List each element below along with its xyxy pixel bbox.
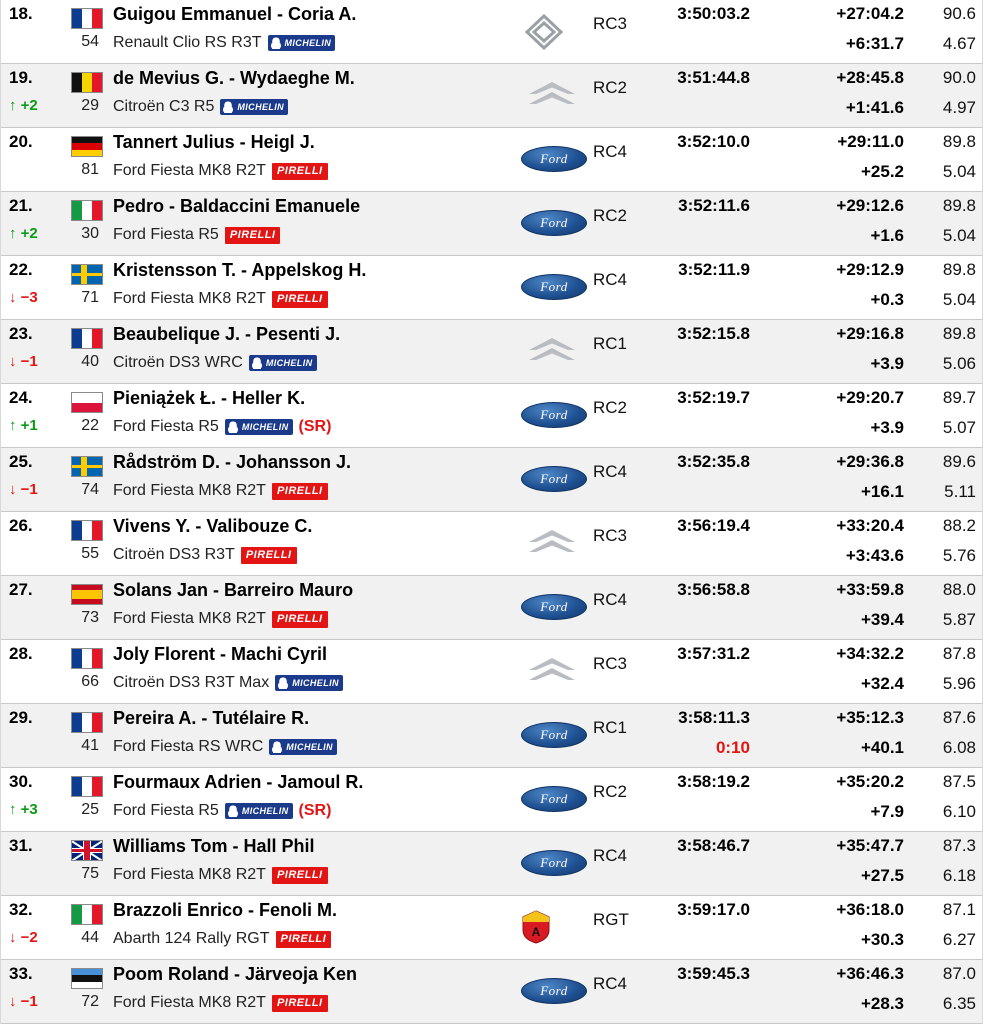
gap-to-previous: +16.1 <box>860 482 904 501</box>
manufacturer-logo <box>521 462 587 498</box>
car-model-line <box>113 738 337 756</box>
car-number: 74 <box>81 481 99 498</box>
position-change-value: +1 <box>20 417 38 434</box>
renault-logo <box>521 14 567 50</box>
gap-to-leader: +36:18.0 <box>836 900 904 919</box>
class-label: RC3 <box>593 526 628 545</box>
arrow-down-icon: ↓ <box>9 993 17 1010</box>
car-number: 41 <box>81 737 99 754</box>
average-speed: 87.8 <box>942 644 976 663</box>
average-pace: 5.96 <box>942 674 976 693</box>
pirelli-tyre-badge: PIRELLI <box>272 995 328 1012</box>
country-flag-icon <box>71 840 103 861</box>
gap-to-leader: +29:11.0 <box>837 132 904 151</box>
ford-logo: Ford <box>521 722 587 748</box>
arrow-down-icon: ↓ <box>9 929 17 946</box>
pirelli-tyre-badge: PIRELLI <box>241 547 297 564</box>
car-model-line <box>113 354 317 372</box>
average-pace: 6.18 <box>942 866 976 885</box>
position: 19. <box>9 68 33 87</box>
position-change-value: −1 <box>20 481 38 498</box>
table-row[interactable] <box>1 768 982 832</box>
gap-to-previous: +39.4 <box>860 610 904 629</box>
total-time: 3:59:17.0 <box>677 900 750 919</box>
car-number: 29 <box>81 97 99 114</box>
ford-logo: Ford <box>521 786 587 812</box>
car-number: 72 <box>81 993 99 1010</box>
car-model-line <box>113 290 328 308</box>
car-model: Citroën DS3 R3T Max <box>113 674 270 691</box>
total-time: 3:52:11.6 <box>678 196 750 215</box>
class-label: RC3 <box>593 14 628 33</box>
country-flag-icon <box>71 712 103 733</box>
car-model-line <box>113 866 328 884</box>
average-pace: 4.67 <box>942 34 976 53</box>
average-pace: 5.76 <box>942 546 976 565</box>
average-speed: 87.5 <box>942 772 976 791</box>
car-number: 73 <box>81 609 99 626</box>
class-label: RC1 <box>593 334 628 353</box>
total-time: 3:56:19.4 <box>677 516 750 535</box>
penalty-time: 0:10 <box>715 738 750 757</box>
position-change-value: −3 <box>20 289 38 306</box>
svg-text:A: A <box>531 925 541 939</box>
table-row[interactable] <box>1 448 982 512</box>
gap-to-previous: +3.9 <box>870 418 904 437</box>
country-flag-icon <box>71 904 103 925</box>
car-model: Ford Fiesta R5 <box>113 802 219 819</box>
average-pace: 5.04 <box>942 290 976 309</box>
crew-names[interactable]: Pereira A. - Tutélaire R. <box>113 708 310 728</box>
pirelli-tyre-badge: PIRELLI <box>276 931 332 948</box>
position-change-value: −1 <box>20 353 38 370</box>
gap-to-leader: +28:45.8 <box>836 68 904 87</box>
gap-to-leader: +34:32.2 <box>836 644 904 663</box>
crew-names[interactable]: Beaubelique J. - Pesenti J. <box>113 324 341 344</box>
car-model: Ford Fiesta MK8 R2T <box>113 482 266 499</box>
total-time: 3:58:11.3 <box>678 708 750 727</box>
michelin-tyre-badge: MICHELIN <box>249 355 317 371</box>
gap-to-previous: +1.6 <box>870 226 904 245</box>
car-model-line <box>113 994 328 1012</box>
average-pace: 6.10 <box>942 802 976 821</box>
average-pace: 6.35 <box>942 994 976 1013</box>
average-speed: 90.0 <box>942 68 976 87</box>
position: 33. <box>9 964 33 983</box>
average-speed: 88.0 <box>942 580 976 599</box>
crew-names[interactable]: Brazzoli Enrico - Fenoli M. <box>113 900 338 920</box>
average-speed: 89.8 <box>942 196 976 215</box>
gap-to-previous: +28.3 <box>860 994 904 1013</box>
car-number: 22 <box>81 417 99 434</box>
gap-to-previous: +7.9 <box>870 802 904 821</box>
average-pace: 6.08 <box>942 738 976 757</box>
manufacturer-logo <box>521 782 587 818</box>
average-pace: 5.11 <box>944 482 976 501</box>
gap-to-previous: +32.4 <box>860 674 904 693</box>
country-flag-icon <box>71 776 103 797</box>
position: 30. <box>9 772 33 791</box>
total-time: 3:58:19.2 <box>677 772 750 791</box>
car-model-line <box>113 98 288 116</box>
manufacturer-logo <box>521 78 587 114</box>
car-model: Ford Fiesta MK8 R2T <box>113 162 266 179</box>
car-model: Citroën DS3 R3T <box>113 546 235 563</box>
citroen-logo <box>521 334 583 368</box>
country-flag-icon <box>71 72 103 93</box>
class-label: RC4 <box>593 590 628 609</box>
car-model-line <box>113 162 328 180</box>
car-model-line <box>113 674 343 692</box>
gap-to-leader: +29:12.6 <box>836 196 904 215</box>
crew-names[interactable]: Poom Roland - Järveoja Ken <box>113 964 358 984</box>
pirelli-tyre-badge: PIRELLI <box>272 163 328 180</box>
table-row[interactable] <box>1 704 982 768</box>
arrow-up-icon: ↑ <box>9 801 17 818</box>
citroen-logo <box>521 78 583 112</box>
country-flag-icon <box>71 584 103 605</box>
car-model: Ford Fiesta MK8 R2T <box>113 866 266 883</box>
gap-to-leader: +33:59.8 <box>836 580 904 599</box>
position: 24. <box>9 388 33 407</box>
total-time: 3:52:15.8 <box>677 324 750 343</box>
car-model-line <box>113 34 335 52</box>
car-number: 75 <box>81 865 99 882</box>
gap-to-leader: +35:12.3 <box>836 708 904 727</box>
ford-logo: Ford <box>521 466 587 492</box>
car-number: 71 <box>81 289 99 306</box>
manufacturer-logo <box>521 718 587 754</box>
michelin-tyre-badge: MICHELIN <box>269 739 337 755</box>
position-change-value: +2 <box>20 97 38 114</box>
class-label: RC3 <box>593 654 628 673</box>
gap-to-previous: +3.9 <box>870 354 904 373</box>
pirelli-tyre-badge: PIRELLI <box>272 611 328 628</box>
crew-names[interactable]: Pieniążek Ł. - Heller K. <box>113 388 306 408</box>
average-pace: 5.07 <box>942 418 976 437</box>
total-time: 3:52:19.7 <box>677 388 750 407</box>
arrow-up-icon: ↑ <box>9 417 17 434</box>
crew-names[interactable]: Pedro - Baldaccini Emanuele <box>113 196 361 216</box>
class-label: RC4 <box>593 846 628 865</box>
car-number: 40 <box>81 353 99 370</box>
ford-logo: Ford <box>521 978 587 1004</box>
manufacturer-logo <box>521 398 587 434</box>
country-flag-icon <box>71 456 103 477</box>
michelin-tyre-badge: MICHELIN <box>268 35 336 51</box>
car-number: 54 <box>81 33 99 50</box>
table-row[interactable] <box>1 320 982 384</box>
gap-to-previous: +25.2 <box>860 162 904 181</box>
pirelli-tyre-badge: PIRELLI <box>272 483 328 500</box>
crew-names[interactable]: Williams Tom - Hall Phil <box>113 836 315 856</box>
country-flag-icon <box>71 328 103 349</box>
gap-to-previous: +30.3 <box>860 930 904 949</box>
car-number: 44 <box>81 929 99 946</box>
average-speed: 87.3 <box>942 836 976 855</box>
ford-logo: Ford <box>521 146 587 172</box>
class-label: RGT <box>593 910 629 929</box>
position: 18. <box>9 4 33 23</box>
table-row[interactable] <box>1 512 982 576</box>
average-speed: 89.7 <box>942 388 976 407</box>
average-speed: 89.8 <box>942 132 976 151</box>
car-number: 81 <box>81 161 99 178</box>
michelin-tyre-badge: MICHELIN <box>225 803 293 819</box>
gap-to-leader: +29:20.7 <box>836 388 904 407</box>
country-flag-icon <box>71 136 103 157</box>
average-pace: 5.87 <box>942 610 976 629</box>
class-label: RC4 <box>593 974 628 993</box>
position-change-value: −2 <box>20 929 38 946</box>
manufacturer-logo <box>521 974 587 1010</box>
car-model: Citroën C3 R5 <box>113 98 215 115</box>
manufacturer-logo <box>521 14 587 50</box>
ford-logo: Ford <box>521 210 587 236</box>
car-model-line <box>113 482 328 500</box>
gap-to-leader: +35:47.7 <box>836 836 904 855</box>
position: 29. <box>9 708 33 727</box>
crew-names[interactable]: Vivens Y. - Valibouze C. <box>113 516 313 536</box>
manufacturer-logo <box>521 526 587 562</box>
car-model: Abarth 124 Rally RGT <box>113 930 270 947</box>
position: 28. <box>9 644 33 663</box>
table-row[interactable] <box>1 0 982 64</box>
car-model: Ford Fiesta R5 <box>113 226 219 243</box>
class-label: RC2 <box>593 782 628 801</box>
country-flag-icon <box>71 520 103 541</box>
total-time: 3:59:45.3 <box>677 964 750 983</box>
pirelli-tyre-badge: PIRELLI <box>272 867 328 884</box>
manufacturer-logo <box>521 910 587 946</box>
table-row[interactable] <box>1 384 982 448</box>
manufacturer-logo <box>521 334 587 370</box>
table-row[interactable] <box>1 64 982 128</box>
total-time: 3:56:58.8 <box>677 580 750 599</box>
car-number: 25 <box>81 801 99 818</box>
average-speed: 90.6 <box>942 4 976 23</box>
car-model: Ford Fiesta RS WRC <box>113 738 264 755</box>
citroen-logo <box>521 526 583 560</box>
position: 21. <box>9 196 33 215</box>
car-model-line <box>113 610 328 628</box>
car-model-line <box>113 546 297 564</box>
country-flag-icon <box>71 200 103 221</box>
gap-to-previous: +6:31.7 <box>845 34 904 53</box>
position: 25. <box>9 452 33 471</box>
manufacturer-logo <box>521 270 587 306</box>
crew-names[interactable]: Rådström D. - Johansson J. <box>113 452 352 472</box>
abarth-logo <box>521 910 551 944</box>
car-model: Ford Fiesta MK8 R2T <box>113 290 266 307</box>
sr-badge: (SR) <box>298 802 332 819</box>
position-change-value: −1 <box>20 993 38 1010</box>
country-flag-icon <box>71 8 103 29</box>
average-speed: 87.6 <box>942 708 976 727</box>
car-model: Ford Fiesta MK8 R2T <box>113 610 266 627</box>
arrow-down-icon: ↓ <box>9 289 17 306</box>
car-model: Renault Clio RS R3T <box>113 34 262 51</box>
gap-to-previous: +27.5 <box>860 866 904 885</box>
sr-badge: (SR) <box>298 418 332 435</box>
car-model: Ford Fiesta MK8 R2T <box>113 994 266 1011</box>
michelin-tyre-badge: MICHELIN <box>275 675 343 691</box>
michelin-tyre-badge: MICHELIN <box>225 419 293 435</box>
gap-to-leader: +35:20.2 <box>836 772 904 791</box>
average-pace: 5.04 <box>942 162 976 181</box>
average-speed: 89.8 <box>942 324 976 343</box>
total-time: 3:58:46.7 <box>677 836 750 855</box>
total-time: 3:52:10.0 <box>677 132 750 151</box>
country-flag-icon <box>71 648 103 669</box>
crew-names[interactable]: Solans Jan - Barreiro Mauro <box>113 580 354 600</box>
average-speed: 87.1 <box>942 900 976 919</box>
car-number: 55 <box>81 545 99 562</box>
pirelli-tyre-badge: PIRELLI <box>225 227 281 244</box>
table-row[interactable] <box>1 192 982 256</box>
country-flag-icon <box>71 392 103 413</box>
crew-names[interactable]: Guigou Emmanuel - Coria A. <box>113 4 357 24</box>
class-label: RC2 <box>593 206 628 225</box>
crew-names[interactable]: de Mevius G. - Wydaeghe M. <box>113 68 355 88</box>
country-flag-icon <box>71 264 103 285</box>
average-speed: 87.0 <box>942 964 976 983</box>
gap-to-leader: +29:12.9 <box>836 260 904 279</box>
position: 26. <box>9 516 33 535</box>
position: 22. <box>9 260 33 279</box>
manufacturer-logo <box>521 590 587 626</box>
position-change-value: +2 <box>20 225 38 242</box>
average-speed: 89.6 <box>942 452 976 471</box>
gap-to-previous: +3:43.6 <box>845 546 904 565</box>
table-row[interactable] <box>1 128 982 192</box>
table-row[interactable] <box>1 576 982 640</box>
manufacturer-logo <box>521 142 587 178</box>
average-speed: 88.2 <box>942 516 976 535</box>
manufacturer-logo <box>521 206 587 242</box>
position: 31. <box>9 836 33 855</box>
gap-to-previous: +40.1 <box>860 738 904 757</box>
arrow-up-icon: ↑ <box>9 225 17 242</box>
car-model: Citroën DS3 WRC <box>113 354 243 371</box>
table-row[interactable] <box>1 832 982 896</box>
average-pace: 4.97 <box>942 98 976 117</box>
gap-to-previous: +0.3 <box>870 290 904 309</box>
class-label: RC1 <box>593 718 628 737</box>
ford-logo: Ford <box>521 850 587 876</box>
gap-to-leader: +29:16.8 <box>836 324 904 343</box>
ford-logo: Ford <box>521 594 587 620</box>
average-pace: 5.04 <box>942 226 976 245</box>
average-pace: 5.06 <box>942 354 976 373</box>
total-time: 3:57:31.2 <box>677 644 750 663</box>
position-change-value: +3 <box>20 801 38 818</box>
gap-to-leader: +27:04.2 <box>836 4 904 23</box>
country-flag-icon <box>71 968 103 989</box>
average-speed: 89.8 <box>942 260 976 279</box>
car-number: 66 <box>81 673 99 690</box>
manufacturer-logo <box>521 846 587 882</box>
arrow-down-icon: ↓ <box>9 481 17 498</box>
crew-names[interactable]: Joly Florent - Machi Cyril <box>113 644 328 664</box>
car-model-line <box>113 802 331 820</box>
arrow-up-icon: ↑ <box>9 97 17 114</box>
total-time: 3:50:03.2 <box>677 4 750 23</box>
crew-names[interactable]: Fourmaux Adrien - Jamoul R. <box>113 772 364 792</box>
total-time: 3:51:44.8 <box>677 68 750 87</box>
table-row[interactable] <box>1 256 982 320</box>
manufacturer-logo <box>521 654 587 690</box>
position: 23. <box>9 324 33 343</box>
michelin-tyre-badge: MICHELIN <box>220 99 288 115</box>
arrow-down-icon: ↓ <box>9 353 17 370</box>
car-model-line <box>113 226 280 244</box>
crew-names[interactable]: Kristensson T. - Appelskog H. <box>113 260 367 280</box>
total-time: 3:52:11.9 <box>678 260 750 279</box>
pirelli-tyre-badge: PIRELLI <box>272 291 328 308</box>
gap-to-leader: +36:46.3 <box>836 964 904 983</box>
citroen-logo <box>521 654 583 688</box>
car-model: Ford Fiesta R5 <box>113 418 219 435</box>
crew-names[interactable]: Tannert Julius - Heigl J. <box>113 132 315 152</box>
class-label: RC2 <box>593 398 628 417</box>
gap-to-previous: +1:41.6 <box>845 98 904 117</box>
table-row[interactable] <box>1 960 982 1024</box>
class-label: RC2 <box>593 78 628 97</box>
table-row[interactable] <box>1 640 982 704</box>
gap-to-leader: +33:20.4 <box>836 516 904 535</box>
ford-logo: Ford <box>521 274 587 300</box>
position: 32. <box>9 900 33 919</box>
position: 27. <box>9 580 33 599</box>
class-label: RC4 <box>593 142 628 161</box>
table-row[interactable] <box>1 896 982 960</box>
average-pace: 6.27 <box>942 930 976 949</box>
ford-logo: Ford <box>521 402 587 428</box>
class-label: RC4 <box>593 462 628 481</box>
car-model-line <box>113 418 331 436</box>
total-time: 3:52:35.8 <box>677 452 750 471</box>
car-number: 30 <box>81 225 99 242</box>
car-model-line <box>113 930 331 948</box>
gap-to-leader: +29:36.8 <box>836 452 904 471</box>
position: 20. <box>9 132 33 151</box>
class-label: RC4 <box>593 270 628 289</box>
